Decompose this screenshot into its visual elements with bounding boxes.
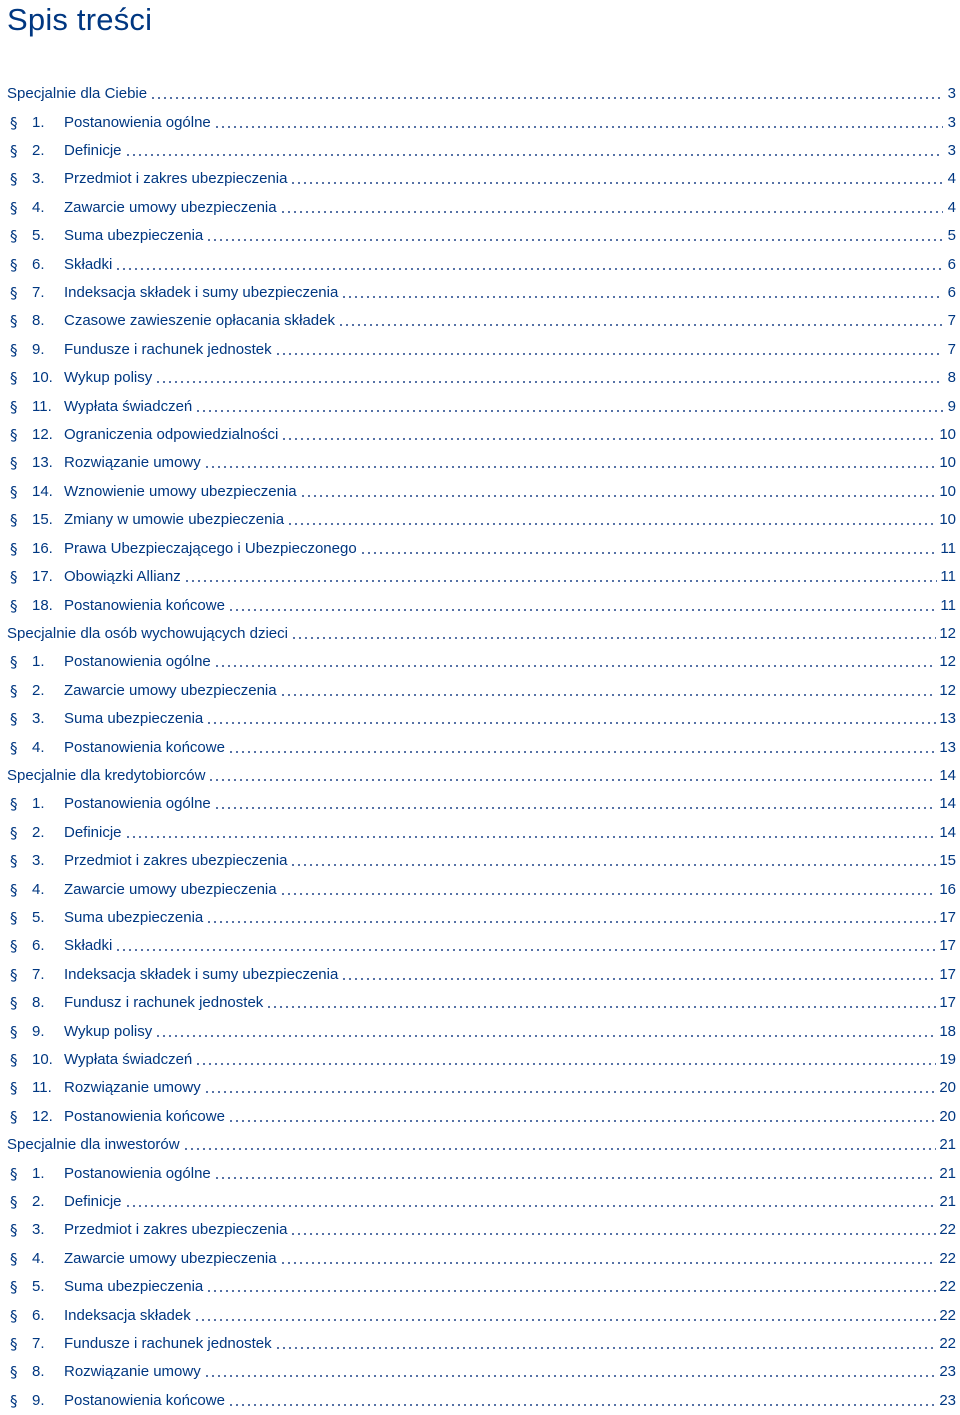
toc-entry-label: Definicje	[64, 1193, 122, 1211]
toc-entry[interactable]	[0, 421, 960, 449]
section-symbol: §	[10, 596, 18, 615]
dot-leader	[125, 1205, 937, 1207]
toc-page-number: 18	[939, 1022, 956, 1040]
toc-entry-label: Indeksacja składek i sumy ubezpieczenia	[64, 965, 339, 983]
toc-entry-label: Postanowienia końcowe	[64, 1391, 225, 1409]
section-symbol: §	[10, 908, 18, 927]
section-symbol: §	[10, 1164, 18, 1183]
toc-page-number: 12	[939, 653, 956, 671]
toc-entry[interactable]	[0, 1273, 960, 1301]
toc-entry-label: Składki	[64, 255, 113, 273]
toc-entry-number: 4.	[32, 1249, 45, 1267]
toc-page-number: 11	[940, 596, 956, 614]
section-symbol: §	[10, 937, 18, 956]
toc-entry-label: Definicje	[64, 142, 122, 160]
toc-page-number: 20	[939, 1107, 956, 1125]
dot-leader	[183, 1148, 937, 1150]
toc-entry-number: 4.	[32, 198, 45, 216]
toc-entry-label: Postanowienia ogólne	[64, 113, 211, 131]
toc-page-number: 22	[939, 1306, 956, 1324]
toc-page-number: 11	[940, 568, 956, 586]
dot-leader	[204, 466, 937, 468]
dot-leader	[291, 637, 936, 639]
dot-leader	[228, 1120, 936, 1122]
toc-page-number: 10	[939, 511, 956, 529]
toc-entry-number: 3.	[32, 1221, 45, 1239]
toc-entry[interactable]	[0, 108, 960, 136]
toc-entry-label: Obowiązki Allianz	[64, 568, 181, 586]
toc-entry-number: 1.	[32, 113, 45, 131]
toc-entry-label: Zmiany w umowie ubezpieczenia	[64, 511, 285, 529]
toc-entry[interactable]	[0, 336, 960, 364]
toc-section-heading[interactable]	[0, 80, 960, 108]
toc-entry-label: Wypłata świadczeń	[64, 397, 193, 415]
toc-page-number: 12	[939, 624, 956, 642]
toc-entry-label: Postanowienia końcowe	[64, 1107, 225, 1125]
toc-page-number: 21	[939, 1193, 956, 1211]
toc-page-number: 11	[940, 539, 956, 557]
dot-leader	[300, 495, 937, 497]
toc-section-heading[interactable]	[0, 1131, 960, 1159]
toc-page-number: 19	[939, 1051, 956, 1069]
toc-entry[interactable]	[0, 847, 960, 875]
toc-entry-number: 1.	[32, 653, 45, 671]
dot-leader	[275, 1347, 937, 1349]
toc-entry[interactable]	[0, 932, 960, 960]
dot-leader	[281, 438, 936, 440]
section-symbol: §	[10, 1249, 18, 1268]
toc-entry-number: 5.	[32, 227, 45, 245]
toc-entry-number: 2.	[32, 142, 45, 160]
section-symbol: §	[10, 852, 18, 871]
toc-page-number: 7	[947, 312, 956, 330]
toc-page-number: 3	[947, 142, 956, 160]
toc-section-heading[interactable]	[0, 620, 960, 648]
dot-leader	[184, 580, 938, 582]
toc-entry[interactable]	[0, 1159, 960, 1187]
dot-leader	[214, 126, 943, 128]
toc-entry[interactable]	[0, 222, 960, 250]
dot-leader	[206, 722, 936, 724]
toc-entry[interactable]	[0, 591, 960, 619]
toc-page-number: 8	[947, 369, 956, 387]
dot-leader	[341, 296, 943, 298]
toc-page-number: 17	[939, 994, 956, 1012]
toc-page-number: 7	[947, 340, 956, 358]
toc-page-number: 14	[939, 823, 956, 841]
toc-entry[interactable]	[0, 165, 960, 193]
toc-page-number: 3	[947, 113, 956, 131]
section-symbol: §	[10, 1107, 18, 1126]
toc-page-number: 9	[947, 397, 956, 415]
toc-section-heading[interactable]	[0, 762, 960, 790]
toc-entry-label: Przedmiot i zakres ubezpieczenia	[64, 170, 288, 188]
toc-entry-label: Postanowienia końcowe	[64, 738, 225, 756]
toc-entry-number: 16.	[32, 539, 53, 557]
toc-entry-label: Suma ubezpieczenia	[64, 227, 204, 245]
toc-entry-label: Fundusze i rachunek jednostek	[64, 1335, 272, 1353]
toc-entry-number: 10.	[32, 1051, 53, 1069]
dot-leader	[287, 523, 936, 525]
toc-entry[interactable]	[0, 535, 960, 563]
toc-page-number: 22	[939, 1335, 956, 1353]
section-symbol: §	[10, 369, 18, 388]
table-of-contents	[0, 80, 960, 1415]
toc-entry-label: Wykup polisy	[64, 1022, 153, 1040]
dot-leader	[204, 1091, 937, 1093]
toc-page-number: 14	[939, 766, 956, 784]
toc-entry-number: 4.	[32, 880, 45, 898]
toc-entry[interactable]	[0, 790, 960, 818]
toc-entry-label: Zawarcie umowy ubezpieczenia	[64, 198, 277, 216]
toc-entry-label: Wypłata świadczeń	[64, 1051, 193, 1069]
toc-entry-label: Ograniczenia odpowiedzialności	[64, 426, 279, 444]
toc-entry[interactable]	[0, 563, 960, 591]
dot-leader	[208, 779, 936, 781]
toc-page-number: 22	[939, 1278, 956, 1296]
section-symbol: §	[10, 710, 18, 729]
toc-page-number: 4	[947, 198, 956, 216]
toc-entry-label: Fundusze i rachunek jednostek	[64, 340, 272, 358]
section-symbol: §	[10, 795, 18, 814]
toc-entry-number: 13.	[32, 454, 53, 472]
dot-leader	[206, 239, 943, 241]
toc-entry-number: 1.	[32, 795, 45, 813]
toc-entry[interactable]	[0, 1301, 960, 1329]
section-symbol: §	[10, 198, 18, 217]
toc-page-number: 13	[939, 710, 956, 728]
toc-entry[interactable]	[0, 307, 960, 335]
dot-leader	[290, 182, 943, 184]
section-symbol: §	[10, 426, 18, 445]
section-symbol: §	[10, 142, 18, 161]
dot-leader	[206, 1290, 936, 1292]
toc-entry-number: 4.	[32, 738, 45, 756]
toc-entry-number: 9.	[32, 1391, 45, 1409]
toc-entry-number: 8.	[32, 994, 45, 1012]
toc-entry[interactable]	[0, 875, 960, 903]
toc-page-number: 23	[939, 1363, 956, 1381]
section-symbol: §	[10, 340, 18, 359]
toc-page-number: 13	[939, 738, 956, 756]
toc-entry-label: Suma ubezpieczenia	[64, 1278, 204, 1296]
toc-page-number: 10	[939, 426, 956, 444]
toc-entry-number: 14.	[32, 482, 53, 500]
toc-entry[interactable]	[0, 478, 960, 506]
dot-leader	[204, 1375, 937, 1377]
section-symbol: §	[10, 1278, 18, 1297]
toc-entry-number: 6.	[32, 1306, 45, 1324]
toc-entry-number: 10.	[32, 369, 53, 387]
toc-entry[interactable]	[0, 449, 960, 477]
toc-page-number: 22	[939, 1249, 956, 1267]
toc-entry[interactable]	[0, 1046, 960, 1074]
toc-entry-label: Suma ubezpieczenia	[64, 908, 204, 926]
toc-entry-number: 3.	[32, 170, 45, 188]
toc-page-number: 14	[939, 795, 956, 813]
toc-entry-label: Przedmiot i zakres ubezpieczenia	[64, 852, 288, 870]
toc-entry-label: Postanowienia ogólne	[64, 653, 211, 671]
section-symbol: §	[10, 653, 18, 672]
dot-leader	[275, 353, 943, 355]
dot-leader	[214, 665, 937, 667]
section-symbol: §	[10, 823, 18, 842]
section-symbol: §	[10, 1051, 18, 1070]
dot-leader	[338, 324, 943, 326]
toc-entry[interactable]	[0, 279, 960, 307]
section-symbol: §	[10, 1022, 18, 1041]
dot-leader	[125, 836, 937, 838]
section-symbol: §	[10, 738, 18, 757]
toc-page-number: 10	[939, 454, 956, 472]
toc-page-number: 21	[939, 1164, 956, 1182]
toc-entry-number: 7.	[32, 284, 45, 302]
dot-leader	[195, 410, 943, 412]
dot-leader	[155, 1035, 936, 1037]
toc-page-number: 17	[939, 908, 956, 926]
toc-entry-number: 12.	[32, 426, 53, 444]
toc-entry-number: 6.	[32, 937, 45, 955]
toc-entry[interactable]	[0, 1188, 960, 1216]
toc-entry-label: Specjalnie dla inwestorów	[7, 1136, 180, 1154]
section-symbol: §	[10, 284, 18, 303]
toc-entry-label: Indeksacja składek	[64, 1306, 191, 1324]
toc-page-number: 12	[939, 681, 956, 699]
toc-entry[interactable]	[0, 506, 960, 534]
toc-page-number: 15	[939, 852, 956, 870]
toc-entry-number: 5.	[32, 1278, 45, 1296]
dot-leader	[280, 211, 943, 213]
dot-leader	[280, 893, 937, 895]
toc-entry-label: Prawa Ubezpieczającego i Ubezpieczonego	[64, 539, 357, 557]
toc-entry[interactable]	[0, 1017, 960, 1045]
toc-entry[interactable]	[0, 677, 960, 705]
dot-leader	[360, 552, 938, 554]
section-symbol: §	[10, 511, 18, 530]
toc-entry-label: Specjalnie dla kredytobiorców	[7, 766, 206, 784]
toc-entry-label: Specjalnie dla Ciebie	[7, 85, 148, 103]
toc-entry-label: Indeksacja składek i sumy ubezpieczenia	[64, 284, 339, 302]
toc-page-number: 20	[939, 1079, 956, 1097]
toc-entry-label: Postanowienia końcowe	[64, 596, 225, 614]
toc-entry-label: Wznowienie umowy ubezpieczenia	[64, 482, 297, 500]
toc-entry-label: Zawarcie umowy ubezpieczenia	[64, 880, 277, 898]
toc-entry[interactable]	[0, 1245, 960, 1273]
toc-entry-number: 15.	[32, 511, 53, 529]
section-symbol: §	[10, 227, 18, 246]
section-symbol: §	[10, 1363, 18, 1382]
toc-entry[interactable]	[0, 648, 960, 676]
dot-leader	[214, 1177, 937, 1179]
toc-entry-label: Rozwiązanie umowy	[64, 454, 201, 472]
dot-leader	[228, 751, 936, 753]
toc-entry[interactable]	[0, 1330, 960, 1358]
toc-entry-number: 9.	[32, 1022, 45, 1040]
section-symbol: §	[10, 454, 18, 473]
dot-leader	[266, 1006, 936, 1008]
dot-leader	[155, 381, 943, 383]
toc-entry-label: Suma ubezpieczenia	[64, 710, 204, 728]
section-symbol: §	[10, 170, 18, 189]
toc-entry[interactable]	[0, 904, 960, 932]
dot-leader	[280, 694, 937, 696]
toc-entry-number: 2.	[32, 823, 45, 841]
toc-page-number: 22	[939, 1221, 956, 1239]
toc-entry[interactable]	[0, 1216, 960, 1244]
toc-page-number: 16	[939, 880, 956, 898]
section-symbol: §	[10, 568, 18, 587]
toc-page-number: 21	[939, 1136, 956, 1154]
section-symbol: §	[10, 482, 18, 501]
section-symbol: §	[10, 113, 18, 132]
toc-entry[interactable]	[0, 1074, 960, 1102]
toc-entry[interactable]	[0, 194, 960, 222]
toc-entry-number: 5.	[32, 908, 45, 926]
section-symbol: §	[10, 1221, 18, 1240]
toc-page-number: 10	[939, 482, 956, 500]
toc-entry[interactable]	[0, 364, 960, 392]
dot-leader	[195, 1063, 936, 1065]
toc-entry[interactable]	[0, 392, 960, 420]
section-symbol: §	[10, 880, 18, 899]
dot-leader	[228, 1404, 936, 1406]
toc-page-number: 4	[947, 170, 956, 188]
toc-entry-label: Zawarcie umowy ubezpieczenia	[64, 681, 277, 699]
toc-entry-label: Składki	[64, 937, 113, 955]
toc-entry-number: 2.	[32, 681, 45, 699]
toc-entry-label: Czasowe zawieszenie opłacania składek	[64, 312, 335, 330]
section-symbol: §	[10, 1079, 18, 1098]
section-symbol: §	[10, 397, 18, 416]
section-symbol: §	[10, 1306, 18, 1325]
toc-entry-number: 1.	[32, 1164, 45, 1182]
toc-entry-number: 3.	[32, 852, 45, 870]
dot-leader	[115, 268, 943, 270]
toc-entry[interactable]	[0, 137, 960, 165]
toc-entry-label: Postanowienia ogólne	[64, 795, 211, 813]
toc-entry-number: 17.	[32, 568, 53, 586]
toc-entry-number: 3.	[32, 710, 45, 728]
section-symbol: §	[10, 1335, 18, 1354]
toc-entry-number: 9.	[32, 340, 45, 358]
toc-entry-label: Zawarcie umowy ubezpieczenia	[64, 1249, 277, 1267]
toc-entry-label: Rozwiązanie umowy	[64, 1363, 201, 1381]
toc-entry-label: Fundusz i rachunek jednostek	[64, 994, 264, 1012]
toc-page-number: 17	[939, 965, 956, 983]
toc-entry-label: Definicje	[64, 823, 122, 841]
toc-page-number: 3	[947, 85, 956, 103]
section-symbol: §	[10, 681, 18, 700]
section-symbol: §	[10, 965, 18, 984]
toc-entry-label: Rozwiązanie umowy	[64, 1079, 201, 1097]
dot-leader	[194, 1319, 937, 1321]
dot-leader	[341, 978, 936, 980]
section-symbol: §	[10, 994, 18, 1013]
toc-entry[interactable]	[0, 1358, 960, 1386]
toc-entry[interactable]	[0, 819, 960, 847]
toc-entry[interactable]	[0, 733, 960, 761]
toc-entry-number: 12.	[32, 1107, 53, 1125]
toc-page-number: 6	[947, 255, 956, 273]
toc-entry-label: Przedmiot i zakres ubezpieczenia	[64, 1221, 288, 1239]
section-symbol: §	[10, 312, 18, 331]
dot-leader	[290, 1233, 936, 1235]
section-symbol: §	[10, 1193, 18, 1212]
toc-entry-number: 8.	[32, 1363, 45, 1381]
section-symbol: §	[10, 255, 18, 274]
toc-entry-number: 11.	[32, 1079, 52, 1097]
toc-entry[interactable]	[0, 705, 960, 733]
dot-leader	[206, 921, 936, 923]
section-symbol: §	[10, 1391, 18, 1410]
toc-page-number: 6	[947, 284, 956, 302]
toc-entry-number: 7.	[32, 1335, 45, 1353]
toc-entry[interactable]	[0, 250, 960, 278]
toc-entry-number: 11.	[32, 397, 52, 415]
toc-entry-label: Wykup polisy	[64, 369, 153, 387]
toc-entry-number: 6.	[32, 255, 45, 273]
dot-leader	[115, 949, 936, 951]
toc-entry-number: 7.	[32, 965, 45, 983]
dot-leader	[290, 864, 936, 866]
toc-entry-number: 8.	[32, 312, 45, 330]
dot-leader	[125, 154, 943, 156]
section-symbol: §	[10, 539, 18, 558]
toc-entry-number: 18.	[32, 596, 53, 614]
toc-entry-number: 2.	[32, 1193, 45, 1211]
toc-entry-label: Postanowienia ogólne	[64, 1164, 211, 1182]
dot-leader	[214, 807, 937, 809]
toc-entry-label: Specjalnie dla osób wychowujących dzieci	[7, 624, 288, 642]
toc-entry[interactable]	[0, 989, 960, 1017]
toc-page-number: 23	[939, 1391, 956, 1409]
dot-leader	[228, 609, 937, 611]
toc-page-number: 5	[947, 227, 956, 245]
toc-page-number: 17	[939, 937, 956, 955]
toc-entry[interactable]	[0, 961, 960, 989]
toc-entry[interactable]	[0, 1103, 960, 1131]
dot-leader	[280, 1262, 937, 1264]
dot-leader	[150, 97, 943, 99]
toc-entry[interactable]	[0, 1387, 960, 1415]
page-title: Spis treści	[7, 2, 153, 37]
